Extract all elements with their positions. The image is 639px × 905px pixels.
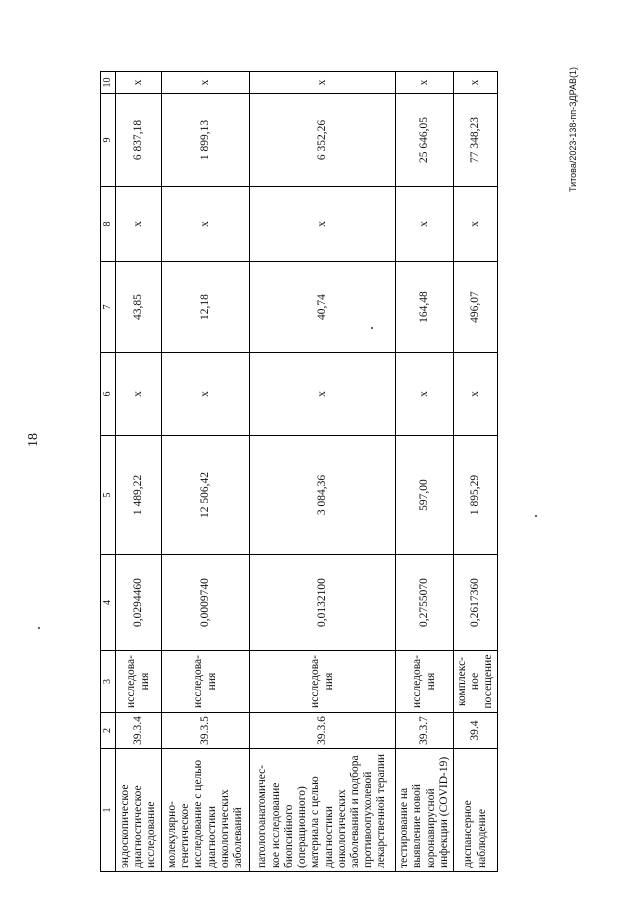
norm-value: 0,0009740: [162, 555, 250, 651]
table-row: [454, 72, 498, 872]
col-header-10: 10: [101, 72, 116, 94]
row-code: 39.3.7: [396, 713, 454, 749]
norm-value: 0,2617360: [454, 555, 498, 651]
table-row: [162, 72, 250, 872]
tariff-table: [100, 71, 498, 872]
scan-speck: [38, 627, 40, 629]
cell-col-8: х: [250, 187, 396, 262]
cell-col-9: 6 352,26: [250, 94, 396, 187]
cell-col-8: х: [162, 187, 250, 262]
unit-of-measure: исследова- ния: [162, 651, 250, 713]
header-row: [101, 72, 116, 872]
cell-col-7: 43,85: [116, 262, 162, 353]
cell-col-9: 6 837,18: [116, 94, 162, 187]
col-header-8: 8: [101, 187, 116, 262]
cell-col-10: х: [250, 72, 396, 94]
cell-col-6: х: [116, 353, 162, 436]
cell-col-7: 40,74: [250, 262, 396, 353]
cost-value: 12 506,42: [162, 436, 250, 555]
cell-col-6: х: [454, 353, 498, 436]
cell-col-10: х: [162, 72, 250, 94]
norm-value: 0,0132100: [250, 555, 396, 651]
col-header-7: 7: [101, 262, 116, 353]
row-code: 39.3.6: [250, 713, 396, 749]
service-name: диспансерное наблюдение: [454, 749, 498, 872]
cell-col-7: 164,48: [396, 262, 454, 353]
cell-col-10: х: [116, 72, 162, 94]
col-header-9: 9: [101, 94, 116, 187]
cell-col-6: х: [250, 353, 396, 436]
cell-col-6: х: [396, 353, 454, 436]
unit-of-measure: исследова- ния: [396, 651, 454, 713]
col-header-5: 5: [101, 436, 116, 555]
cell-col-10: х: [454, 72, 498, 94]
norm-value: 0,2755070: [396, 555, 454, 651]
col-header-2: 2: [101, 713, 116, 749]
cell-col-7: 12,18: [162, 262, 250, 353]
page-number: 18: [26, 433, 41, 447]
service-name: патологоанатомичес-кое исследование биопсийного (операционного) материала с целью диагностики онкологических заболеваний и подбора противоопухолевой лекарственной терапии: [250, 749, 396, 872]
cell-col-9: 25 646,05: [396, 94, 454, 187]
table-row: [116, 72, 162, 872]
row-code: 39.4: [454, 713, 498, 749]
row-code: 39.3.5: [162, 713, 250, 749]
cell-col-8: х: [116, 187, 162, 262]
cost-value: 3 084,36: [250, 436, 396, 555]
norm-value: 0,0294460: [116, 555, 162, 651]
unit-of-measure: комплекс- ное посещение: [454, 651, 498, 713]
cell-col-9: 1 899,13: [162, 94, 250, 187]
cell-col-9: 77 348,23: [454, 94, 498, 187]
col-header-3: 3: [101, 651, 116, 713]
document-code: Титова/2023-138-пп-ЗДРАВ(1): [568, 66, 578, 192]
cell-col-8: х: [454, 187, 498, 262]
unit-of-measure: исследова- ния: [250, 651, 396, 713]
tariff-table-rotated: [100, 72, 495, 872]
unit-of-measure: исследова- ния: [116, 651, 162, 713]
cost-value: 1 489,22: [116, 436, 162, 555]
service-name: молекулярно-генетическое исследование с целью диагностики онкологических заболеваний: [162, 749, 250, 872]
col-header-1: 1: [101, 749, 116, 872]
cell-col-7: 496,07: [454, 262, 498, 353]
cell-col-10: х: [396, 72, 454, 94]
service-name: тестирование на выявление новой коронавирусной инфекции (COVID-19): [396, 749, 454, 872]
cell-col-6: х: [162, 353, 250, 436]
cost-value: 597,00: [396, 436, 454, 555]
cost-value: 1 895,29: [454, 436, 498, 555]
row-code: 39.3.4: [116, 713, 162, 749]
scan-speck: [535, 515, 537, 517]
cell-col-8: х: [396, 187, 454, 262]
service-name: эндоскопическое диагностическое исследование: [116, 749, 162, 872]
table-row: [250, 72, 396, 872]
col-header-4: 4: [101, 555, 116, 651]
col-header-6: 6: [101, 353, 116, 436]
table-row: [396, 72, 454, 872]
